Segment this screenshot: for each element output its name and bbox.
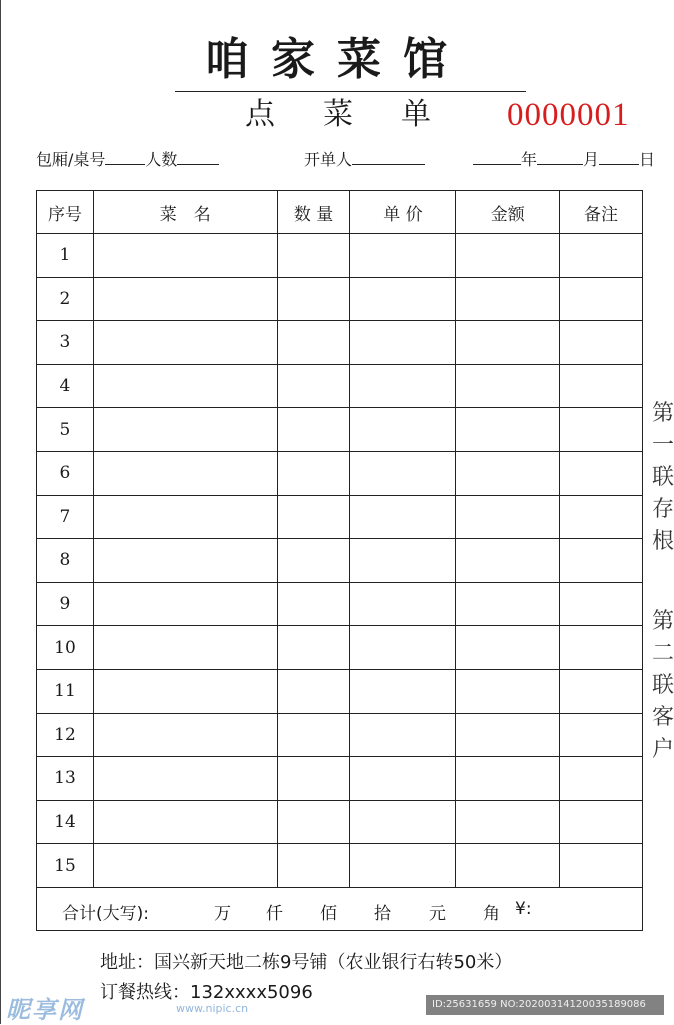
room-table-blank[interactable]	[105, 150, 145, 165]
amount-cell[interactable]	[456, 844, 560, 888]
amount-cell[interactable]	[456, 364, 560, 408]
notes-cell[interactable]	[560, 626, 643, 670]
quantity-cell[interactable]	[277, 757, 350, 801]
unit-price-cell[interactable]	[350, 713, 456, 757]
side-note-customer-char: 联	[652, 673, 674, 698]
room-table-field	[36, 150, 219, 170]
total-row	[37, 887, 643, 930]
table-row	[37, 844, 643, 888]
dish-name-cell[interactable]	[93, 408, 277, 452]
people-blank[interactable]	[177, 150, 219, 165]
quantity-cell[interactable]	[277, 626, 350, 670]
watermark-id: ID:25631659 NO:20200314120035189086	[426, 995, 664, 1015]
quantity-cell[interactable]	[277, 277, 350, 321]
amount-cell[interactable]	[456, 277, 560, 321]
year-label: 年	[521, 150, 538, 169]
table-row	[37, 451, 643, 495]
notes-cell[interactable]	[560, 582, 643, 626]
amount-cell[interactable]	[456, 582, 560, 626]
dish-name-cell[interactable]	[93, 800, 277, 844]
unit-price-cell[interactable]	[350, 757, 456, 801]
dish-name-cell[interactable]	[93, 757, 277, 801]
side-note-customer-char: 第	[652, 609, 674, 634]
notes-cell[interactable]	[560, 408, 643, 452]
unit-price-cell[interactable]	[350, 495, 456, 539]
dish-name-cell[interactable]	[93, 321, 277, 365]
table-row	[37, 234, 643, 278]
notes-cell[interactable]	[560, 713, 643, 757]
issuer-label: 开单人	[304, 150, 353, 169]
unit-wan: 万	[214, 903, 231, 924]
page-left-edge	[0, 0, 1, 1024]
unit-price-cell[interactable]	[350, 539, 456, 583]
watermark-logo: 昵享网	[6, 996, 84, 1024]
quantity-cell[interactable]	[277, 669, 350, 713]
amount-cell[interactable]	[456, 626, 560, 670]
table-row	[37, 669, 643, 713]
row-index-cell: 7	[37, 495, 94, 539]
row-index-cell: 6	[37, 451, 94, 495]
unit-price-cell[interactable]	[350, 582, 456, 626]
total-label: 合计(大写):	[62, 903, 149, 924]
notes-cell[interactable]	[560, 451, 643, 495]
notes-cell[interactable]	[560, 800, 643, 844]
table-row	[37, 713, 643, 757]
people-label: 人数	[145, 150, 178, 169]
side-note-stub-char: 第	[652, 401, 674, 426]
unit-shi: 拾	[374, 903, 391, 924]
quantity-cell[interactable]	[277, 844, 350, 888]
col-header-dish: 菜 名	[93, 191, 277, 234]
side-note-customer-char: 客	[652, 705, 674, 730]
quantity-cell[interactable]	[277, 582, 350, 626]
amount-cell[interactable]	[456, 451, 560, 495]
table-row	[37, 364, 643, 408]
notes-cell[interactable]	[560, 757, 643, 801]
quantity-cell[interactable]	[277, 800, 350, 844]
quantity-cell[interactable]	[277, 495, 350, 539]
unit-price-cell[interactable]	[350, 451, 456, 495]
table-row	[37, 800, 643, 844]
table-row	[37, 277, 643, 321]
row-index-cell: 9	[37, 582, 94, 626]
col-header-notes: 备注	[560, 191, 643, 234]
dish-name-cell[interactable]	[93, 713, 277, 757]
quantity-cell[interactable]	[277, 451, 350, 495]
notes-cell[interactable]	[560, 844, 643, 888]
restaurant-name: 咱家菜馆	[205, 34, 469, 85]
notes-cell[interactable]	[560, 539, 643, 583]
quantity-cell[interactable]	[277, 234, 350, 278]
side-note-stub-char: 根	[652, 529, 674, 554]
quantity-cell[interactable]	[277, 408, 350, 452]
notes-cell[interactable]	[560, 364, 643, 408]
col-header-unit-price: 单 价	[350, 191, 456, 234]
amount-cell[interactable]	[456, 539, 560, 583]
dish-name-cell[interactable]	[93, 669, 277, 713]
row-index-cell: 3	[37, 321, 94, 365]
dish-name-cell[interactable]	[93, 234, 277, 278]
form-title: 点菜单	[245, 97, 479, 132]
amount-cell[interactable]	[456, 321, 560, 365]
unit-yuan: 元	[429, 903, 446, 924]
table-row	[37, 626, 643, 670]
side-note-customer-char: 户	[652, 737, 674, 762]
unit-price-cell[interactable]	[350, 234, 456, 278]
row-index-cell: 2	[37, 277, 94, 321]
col-header-index: 序号	[37, 191, 94, 234]
notes-cell[interactable]	[560, 277, 643, 321]
amount-cell[interactable]	[456, 234, 560, 278]
table-row	[37, 321, 643, 365]
amount-cell[interactable]	[456, 757, 560, 801]
amount-cell[interactable]	[456, 800, 560, 844]
side-note-customer-char: 二	[652, 641, 674, 666]
side-note-stub-char: 一	[652, 433, 674, 458]
notes-cell[interactable]	[560, 321, 643, 365]
unit-price-cell[interactable]	[350, 844, 456, 888]
room-table-label: 包厢/桌号	[36, 150, 106, 169]
row-index-cell: 10	[37, 626, 94, 670]
table-row	[37, 757, 643, 801]
month-label: 月	[583, 150, 600, 169]
unit-price-cell[interactable]	[350, 408, 456, 452]
dish-name-cell[interactable]	[93, 539, 277, 583]
notes-cell[interactable]	[560, 495, 643, 539]
dish-name-cell[interactable]	[93, 451, 277, 495]
unit-bai: 佰	[320, 903, 337, 924]
row-index-cell: 12	[37, 713, 94, 757]
amount-cell[interactable]	[456, 495, 560, 539]
notes-cell[interactable]	[560, 669, 643, 713]
side-note-stub-char: 联	[652, 465, 674, 490]
dish-name-cell[interactable]	[93, 495, 277, 539]
amount-cell[interactable]	[456, 669, 560, 713]
table-row	[37, 408, 643, 452]
day-label: 日	[639, 150, 656, 169]
row-index-cell: 1	[37, 234, 94, 278]
col-header-quantity: 数 量	[277, 191, 350, 234]
watermark-url: www.nipic.cn	[176, 1002, 249, 1015]
quantity-cell[interactable]	[277, 713, 350, 757]
side-note-stub-char: 存	[652, 497, 674, 522]
month-blank[interactable]	[537, 150, 583, 165]
row-index-cell: 8	[37, 539, 94, 583]
serial-number: 0000001	[507, 97, 630, 133]
unit-price-cell[interactable]	[350, 364, 456, 408]
unit-qian: 仟	[266, 903, 283, 924]
row-index-cell: 14	[37, 800, 94, 844]
side-note-stub	[652, 398, 674, 558]
hotline: 订餐热线：132xxxx5096	[100, 982, 313, 1003]
title-underline	[175, 91, 526, 92]
day-blank[interactable]	[599, 150, 639, 165]
unit-price-cell[interactable]	[350, 626, 456, 670]
table-row	[37, 495, 643, 539]
date-field	[473, 150, 655, 170]
row-index-cell: 4	[37, 364, 94, 408]
col-header-amount: 金额	[456, 191, 560, 234]
dish-name-cell[interactable]	[93, 277, 277, 321]
unit-price-cell[interactable]	[350, 277, 456, 321]
address: 地址：国兴新天地二栋9号铺（农业银行右转50米）	[100, 952, 513, 973]
amount-cell[interactable]	[456, 713, 560, 757]
total-cell	[37, 887, 643, 930]
order-table	[36, 190, 643, 931]
quantity-cell[interactable]	[277, 364, 350, 408]
dish-name-cell[interactable]	[93, 364, 277, 408]
dish-name-cell[interactable]	[93, 626, 277, 670]
quantity-cell[interactable]	[277, 321, 350, 365]
table-row	[37, 582, 643, 626]
row-index-cell: 13	[37, 757, 94, 801]
table-header-row	[37, 191, 643, 234]
issuer-blank[interactable]	[352, 150, 425, 165]
side-note-customer	[652, 606, 674, 766]
quantity-cell[interactable]	[277, 539, 350, 583]
yuan-symbol: ¥:	[515, 898, 532, 919]
notes-cell[interactable]	[560, 234, 643, 278]
row-index-cell: 11	[37, 669, 94, 713]
dish-name-cell[interactable]	[93, 844, 277, 888]
row-index-cell: 15	[37, 844, 94, 888]
unit-price-cell[interactable]	[350, 321, 456, 365]
unit-jiao: 角	[483, 903, 500, 924]
year-blank[interactable]	[473, 150, 521, 165]
unit-price-cell[interactable]	[350, 800, 456, 844]
row-index-cell: 5	[37, 408, 94, 452]
issuer-field	[304, 150, 425, 170]
dish-name-cell[interactable]	[93, 582, 277, 626]
unit-price-cell[interactable]	[350, 669, 456, 713]
table-row	[37, 539, 643, 583]
amount-cell[interactable]	[456, 408, 560, 452]
